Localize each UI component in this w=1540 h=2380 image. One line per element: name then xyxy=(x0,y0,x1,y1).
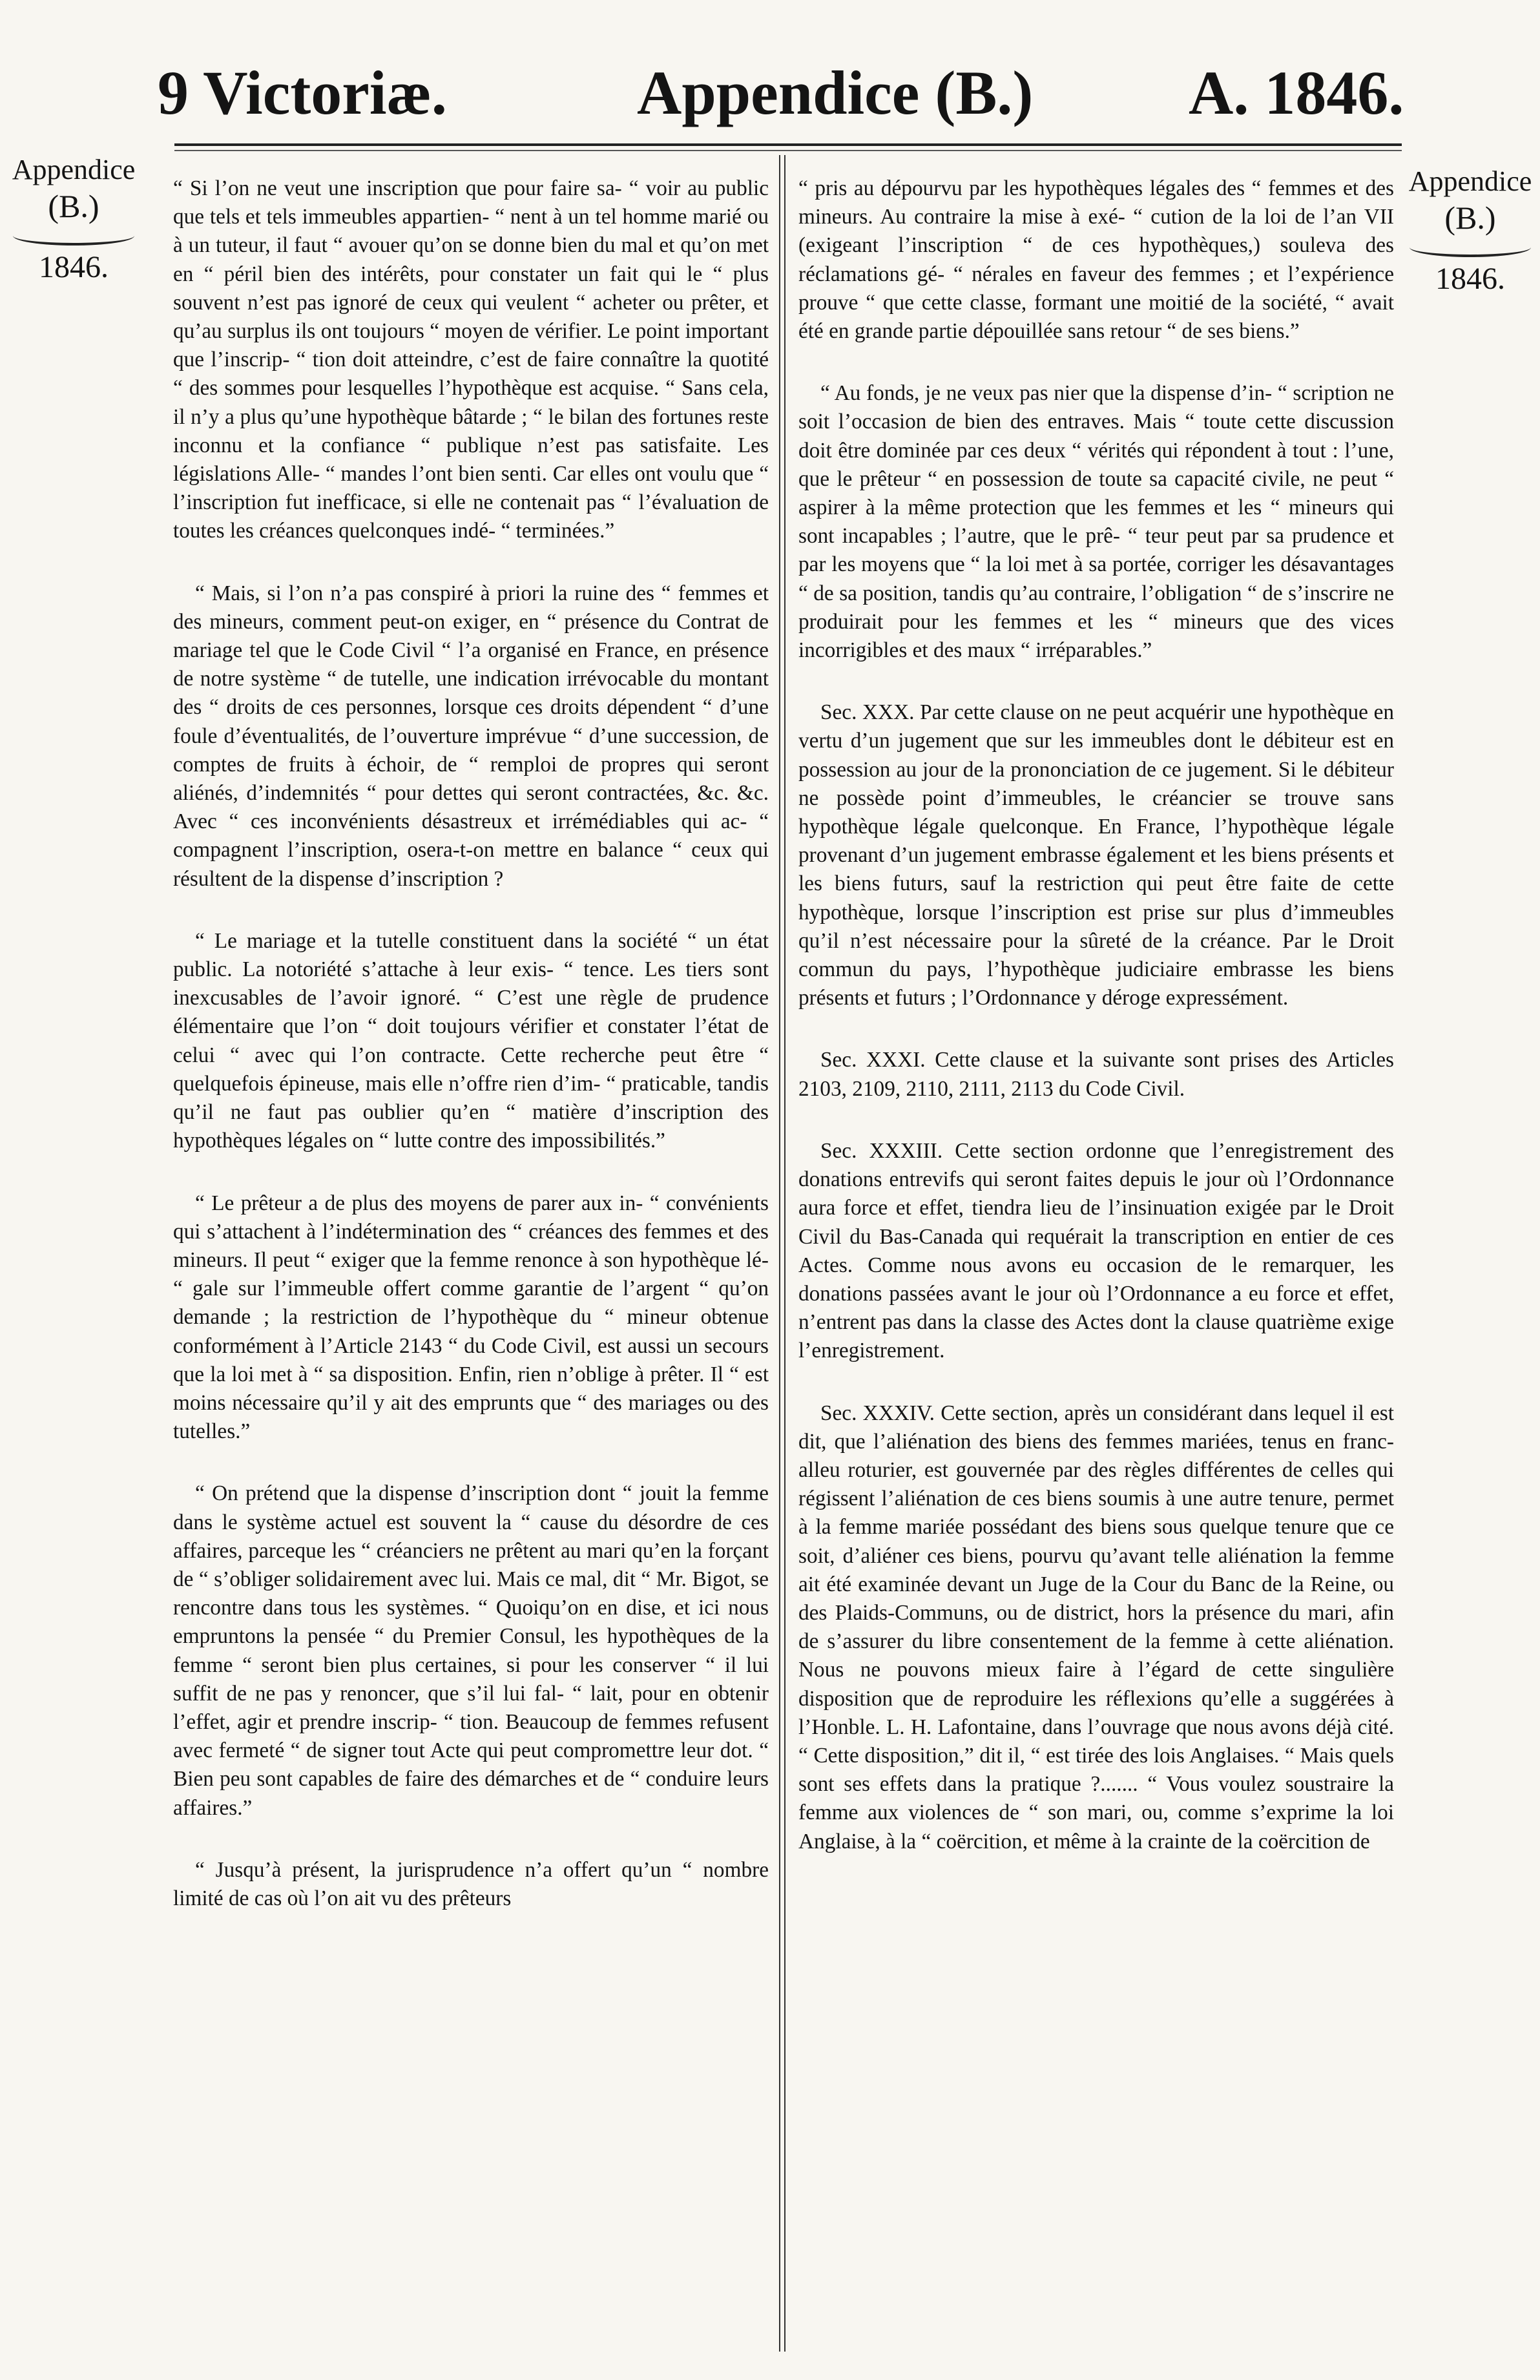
paragraph: “ Mais, si l’on n’a pas conspiré à priori la ruine des “ femmes et des mineurs, comment peut-on exiger, en “ présence du Contrat de mariage tel que le Code Civil “ l’a organisé en France, en présence de notre système “ de tutelle, une indication irrévocable du montant des “ droits de ces personnes, lorsque ces droits dépendent “ d’une foule d’éventualités, de l’ouverture imprévue “ d’une succession, de comptes de fruits à échoir, de “ remploi de propres qui seront aliénés, d’indemnités “ pour dettes qui seront contractées, &c. &c. Avec “ ces inconvénients désastreux et irrémédiables qui ac- “ compagnent l’inscription, osera-t-on mettre en balance “ ceux qui résultent de la dispense d’inscription ? xyxy=(173,581,769,891)
paragraph: Sec. XXXIII. Cette section ordonne que l’enregistrement des donations entrevifs qui seront faites depuis le jour où l’Ordonnance aura force et effet, tiendra lieu de l’insinuation exigée par le Droit Civil du Bas-Canada qui requérait la transcription en entier de ces Actes. Comme nous avons eu occasion de le remarquer, les donations passées avant le jour où l’Ordonnance a eu force et effet, n’entrent pas dans la classe des Actes dont la clause quatrième exige l’enregistrement. xyxy=(798,1138,1394,1363)
header-rule-thin xyxy=(174,150,1402,151)
left-margin-note xyxy=(3,154,145,285)
paragraph: “ On prétend que la dispense d’inscription dont “ jouit la femme dans le système actuel est souvent la “ cause du désordre de ces affaires, parceque les “ créanciers ne prêtent au mari qu’en la forçant de “ s’obliger solidairement avec lui. Mais ce mal, dit “ Mr. Bigot, se rencontre dans tous les systèmes. “ Quoiqu’on en dise, et ici nous empruntons la pensée “ du Premier Consul, les hypothèques de la femme “ seront bien plus certaines, si pour les conserver “ il lui suffit de ne pas y renoncer, que s’il lui fal- “ lait, pour en obtenir l’effet, agir et prendre inscrip- “ tion. Beaucoup de femmes refusent avec fermeté “ de signer tout Acte qui peut compromettre leur dot. “ Bien peu sont capables de faire des démarches et de “ conduire leurs affaires.” xyxy=(173,1481,769,1820)
margin-label: Appendice xyxy=(12,154,136,185)
paragraph: “ Jusqu’à présent, la jurisprudence n’a offert qu’un “ nombre limité de cas où l’on ait vu des prêteurs xyxy=(173,1857,769,1910)
margin-brace xyxy=(13,226,134,245)
paragraph: Sec. XXXIV. Cette section, après un considérant dans lequel il est dit, que l’aliénation des biens des femmes mariées, tenus en franc-alleu roturier, est gouvernée par des règles différentes de celles qui régissent l’aliénation de ces biens soumis à une autre tenure, permet à la femme mariée possédant des biens sous quelque tenure que ce soit, d’aliéner ces biens, pourvu qu’avant telle aliénation la femme ait été examinée devant un Juge de la Cour du Banc de la Reine, ou des Plaids-Communs, ou de district, hors la présence du mari, afin de s’assurer du libre consentement de la femme à cette aliénation. Nous ne pouvons mieux faire à l’égard de cette singulière disposition que de reproduire les réflexions qu’elle a suggérées à l’Honble. L. H. Lafontaine, dans l’ouvrage que nous avons déjà cité. “ Cette disposition,” dit il, “ est tirée des lois Anglaises. “ Mais quels sont ses effets dans la pratique ?....... “ Vous voulez soustraire la femme aux violences de “ son mari, ou, comme s’exprime la loi Anglaise, à la “ coërcition, et même à la crainte de la coërcition de xyxy=(798,1401,1394,1853)
column-divider-inner xyxy=(784,155,786,2352)
right-margin-note xyxy=(1399,165,1540,297)
margin-year: 1846. xyxy=(39,250,109,285)
margin-letter: (B.) xyxy=(48,187,99,224)
paragraph: Sec. XXX. Par cette clause on ne peut acquérir une hypothèque en vertu d’un jugement que sur les immeubles dont le débiteur est en possession au jour de la prononciation de ce jugement. Si le débiteur ne possède point d’immeubles, le créancier se trouve sans hypothèque légale quelconque. En France, l’hypothèque légale provenant d’un jugement embrasse également et les biens présents et les biens futurs, sauf la restriction qui peut être faite de cette hypothèque, lorsque l’inscription est prise sur plus d’immeubles qu’il n’est nécessaire pour la sûreté de la créance. Par le Droit commun du pays, l’hypothèque judiciaire embrasse les biens présents et futurs ; l’Ordonnance y déroge expressément. xyxy=(798,700,1394,1010)
header-session: 9 Victoriæ. xyxy=(158,58,447,127)
paragraph: “ Si l’on ne veut une inscription que pour faire sa- “ voir au public que tels et tels immeubles appartien- “ nent à un tel homme marié ou à un tuteur, il faut “ avouer qu’on se donne bien du mal et qu’on met en “ péril bien des intérêts, pour constater un fait qui le “ plus souvent n’est pas ignoré de ceux qui veulent “ acheter ou prêter, et qu’au surplus ils ont toujours “ moyen de vérifier. Le point important que l’inscrip- “ tion doit atteindre, c’est de faire connaître la quotité “ des sommes pour lesquelles l’hypothèque est acquise. “ Sans cela, il n’y a plus qu’une hypothèque bâtarde ; “ le bilan des fortunes reste inconnu et la confiance “ publique n’est pas satisfaite. Les législations Alle- “ mandes l’ont bien senti. Car elles ont voulu que “ l’inscription fut inefficace, si elle ne contenait pas “ l’évaluation de toutes les créances quelconques indé- “ terminées.” xyxy=(173,176,769,543)
paragraph: “ pris au dépourvu par les hypothèques légales des “ femmes et des mineurs. Au contraire la mise à exé- “ cution de la loi de l’an VII (exigeant l’inscription “ de ces hypothèques,) souleva des réclamations gé- “ nérales en faveur des femmes ; et l’expérience prouve “ que cette classe, formant une moitié de la société, “ avait été en grande partie dépouillée sans retour “ de ses biens.” xyxy=(798,176,1394,344)
header-rule xyxy=(174,143,1402,146)
header-appendix: Appendice (B.) xyxy=(637,58,1034,127)
right-column xyxy=(798,174,1394,2339)
margin-brace xyxy=(1410,238,1531,257)
margin-label: Appendice xyxy=(1408,165,1532,197)
paragraph: “ Le prêteur a de plus des moyens de parer aux in- “ convénients qui s’attachent à l’indétermination des “ créances des femmes et des mineurs. Il peut “ exiger que la femme renonce à son hypothèque lé- “ gale sur l’immeuble offert comme garantie de l’argent “ qu’on demande ; la restriction de l’hypothèque du “ mineur obtenue conformément à l’Article 2143 “ du Code Civil, est aussi un secours que la loi met à “ sa disposition. Enfin, rien n’oblige à prêter. Il “ est moins nécessaire qu’il y ait des emprunts que “ des mariages ou des tutelles.” xyxy=(173,1191,769,1444)
left-column xyxy=(173,174,769,2339)
paragraph: Sec. XXXI. Cette clause et la suivante sont prises des Articles 2103, 2109, 2110, 2111, 2113 du Code Civil. xyxy=(798,1048,1394,1101)
margin-year: 1846. xyxy=(1435,262,1505,297)
margin-letter: (B.) xyxy=(1444,199,1496,236)
header-year: A. 1846. xyxy=(1189,58,1404,127)
paragraph: “ Au fonds, je ne veux pas nier que la dispense d’in- “ scription ne soit l’occasion de bien des entraves. Mais “ toute cette discussion doit être dominée par ces deux “ vérités qui répondent à tout : l’une, que le prêteur “ en possession de toute sa capacité civile, ne peut “ aspirer à la même protection que les femmes et les “ mineurs qui sont incapables ; l’autre, que le prê- “ teur peut par sa prudence et par les moyens que “ la loi met à sa portée, corriger les désavantages “ de sa position, tandis qu’au contraire, l’obligation “ de s’inscrire ne produirait pour les femmes et les “ mineurs que des vices incorrigibles et des maux “ irréparables.” xyxy=(798,381,1394,663)
paragraph: “ Le mariage et la tutelle constituent dans la société “ un état public. La notoriété s’attache à leur exis- “ tence. Les tiers sont inexcusables de l’avoir ignoré. “ C’est une règle de prudence élémentaire que l’on “ doit toujours vérifier et constater l’état de celui “ avec qui l’on contracte. Cette recherche peut être “ quelquefois épineuse, mais elle n’offre rien d’im- “ praticable, tandis qu’il ne faut pas oublier qu’en “ matière d’inscription des hypothèques légales on “ lutte contre des impossibilités.” xyxy=(173,928,769,1153)
column-divider xyxy=(779,155,780,2352)
